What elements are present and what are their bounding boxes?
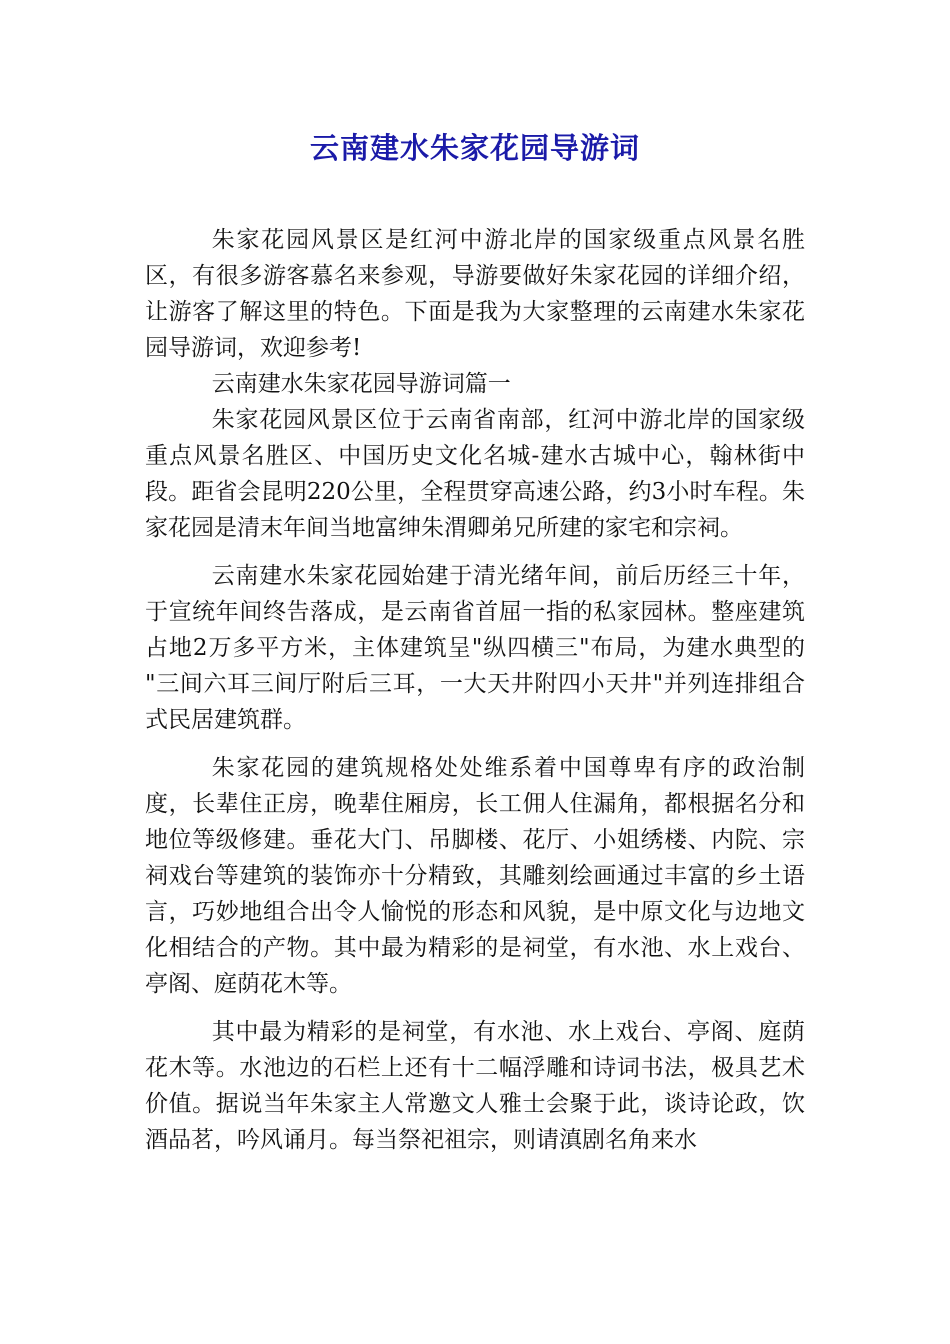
paragraph: 朱家花园的建筑规格处处维系着中国尊卑有序的政治制度，长辈住正房，晚辈住厢房，长工佣人住漏角，都根据名分和地位等级修建。垂花大门、吊脚楼、花厅、小姐绣楼、内院、宗祠戏台等建筑的装饰亦十分精致，其雕刻绘画通过丰富的乡土语言，巧妙地组合出令人愉悦的形态和风貌，是中原文化与边地文化相结合的产物。其中最为精彩的是祠堂，有水池、水上戏台、亭阁、庭荫花木等。 [145, 755, 805, 997]
section-heading: 云南建水朱家花园导游词篇一 [211, 371, 511, 397]
paragraph: 其中最为精彩的是祠堂，有水池、水上戏台、亭阁、庭荫花木等。水池边的石栏上还有十二幅浮雕和诗词书法，极具艺术价值。据说当年朱家主人常邀文人雅士会聚于此，谈诗论政，饮酒品茗，吟风诵月。每当祭祀祖宗，则请滇剧名角来水 [145, 1019, 805, 1153]
document-body [145, 222, 805, 1158]
document-title: 云南建水朱家花园导游词 [309, 131, 640, 165]
paragraph: 朱家花园风景区位于云南省南部，红河中游北岸的国家级重点风景名胜区、中国历史文化名城-建水古城中心，翰林街中段。距省会昆明220公里，全程贯穿高速公路，约3小时车程。朱家花园是清末年间当地富绅朱渭卿弟兄所建的家宅和宗祠。 [145, 407, 805, 541]
paragraph: 云南建水朱家花园始建于清光绪年间，前后历经三十年，于宣统年间终告落成，是云南省首屈一指的私家园林。整座建筑占地2万多平方米，主体建筑呈"纵四横三"布局，为建水典型的 "三间六耳三间厅附后三耳，一大天井附四小天井"并列连排组合式民居建筑群。 [145, 563, 805, 733]
paragraph-intro: 朱家花园风景区是红河中游北岸的国家级重点风景名胜区，有很多游客慕名来参观，导游要做好朱家花园的详细介绍，让游客了解这里的特色。下面是我为大家整理的云南建水朱家花园导游词，欢迎参考! [145, 227, 805, 361]
